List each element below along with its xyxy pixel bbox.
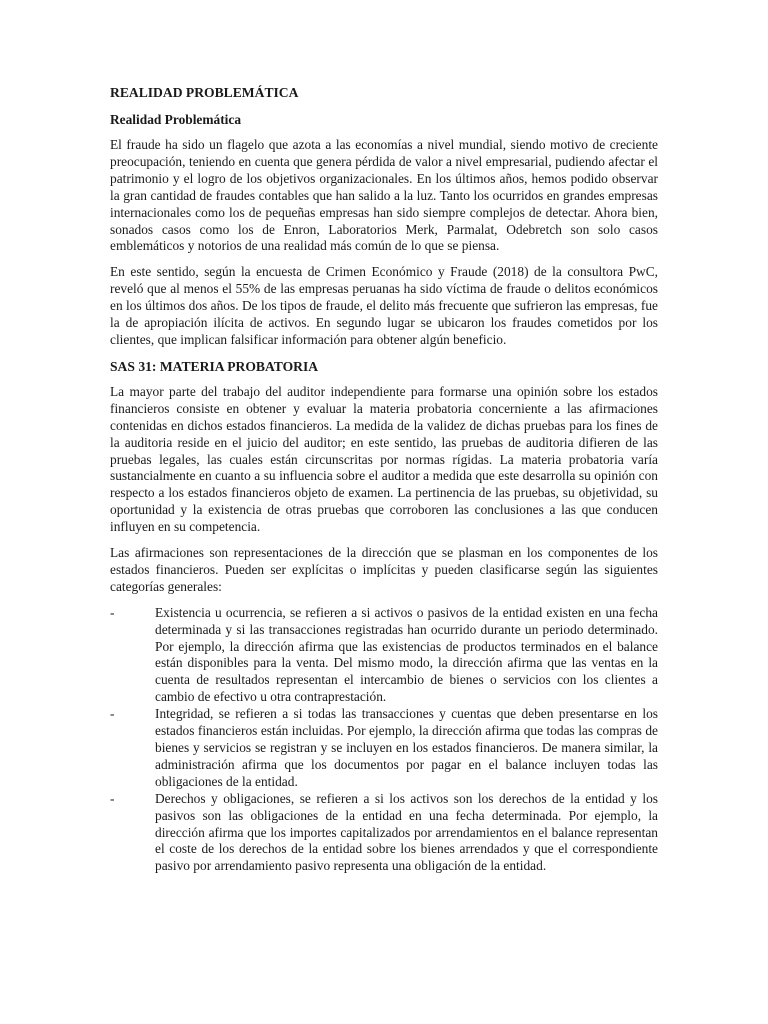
list-item-text: Derechos y obligaciones, se refieren a si los activos son los derechos de la entidad y los pasivos son las obligaciones de la entidad en una fecha determinada. Por ejemplo, la dirección afirma que los importes capitalizados por arrendamientos en el balance representan el coste de los derechos de la entidad sobre los bienes arrendados y que el correspondiente pasivo por arrendamiento pasivo representa una obligación de la entidad. [155,790,658,874]
list-item-text: Integridad, se refieren a si todas las transacciones y cuentas que deben presentarse en los estados financieros están incluidas. Por ejemplo, la dirección afirma que todas las compras de bienes y servicios se registran y se incluyen en los estados financieros. De manera similar, la administración afirma que los documentos por pagar en el balance incluyen todas las obligaciones de la entidad. [155,706,658,789]
section-paragraph: Las afirmaciones son representaciones de la dirección que se plasman en los componentes de los estados financieros. Pueden ser explícitas o implícitas y pueden clasificarse según las siguientes categorías generales: [110,545,658,594]
bullet-marker: - [110,604,115,620]
assertions-list [110,605,658,876]
intro-paragraph: En este sentido, según la encuesta de Crimen Económico y Fraude (2018) de la consultora PwC, reveló que al menos el 55% de las empresas peruanas ha sido víctima de fraude o delitos económicos en los últimos dos años. De los tipos de fraude, el delito más frecuente que sufrieron las empresas, fue la de apropiación ilícita de activos. En segundo lugar se ubicaron los fraudes cometidos por los clientes, que implican falsificar información para obtener algún beneficio. [110,264,658,347]
bullet-marker: - [110,706,115,722]
list-item [110,706,658,791]
section-heading: SAS 31: MATERIA PROBATORIA [110,358,319,374]
document-page [110,84,658,875]
document-subtitle: Realidad Problemática [110,112,242,127]
section-paragraph: La mayor parte del trabajo del auditor independiente para formarse una opinión sobre los estados financieros consiste en obtener y evaluar la materia probatoria concerniente a las afirmaciones contenidas en dichos estados financieros. La medida de la validez de dichas pruebas para los fines de la auditoria reside en el juicio del auditor; en este sentido, las pruebas de auditoria difieren de las pruebas legales, las cuales están circunscritas por normas rígidas. La materia probatoria varía sustancialmente en cuanto a su influencia sobre el auditor a medida que este desarrolla su opinión con respecto a los estados financieros objeto de examen. La pertinencia de las pruebas, su objetividad, su oportunidad y la existencia de otras pruebas que corroboren las conclusiones a las que conducen influyen en su competencia. [110,383,658,535]
intro-paragraph: El fraude ha sido un flagelo que azota a las economías a nivel mundial, siendo motivo de creciente preocupación, teniendo en cuenta que genera pérdida de valor a nivel empresarial, pudiendo afectar el patrimonio y el logro de los objetivos organizacionales. En los últimos años, hemos podido observar la gran cantidad de fraudes contables que han salido a la luz. Tanto los ocurridos en grandes empresas internacionales como los de pequeñas empresas han sido siempre complejos de detectar. Ahora bien, sonados casos como los de Enron, Laboratorios Merk, Parmalat, Odebretch son solo casos emblemáticos y notorios de una realidad más común de lo que se piensa. [110,137,658,254]
bullet-marker: - [110,790,115,806]
list-item [110,791,658,876]
document-title: REALIDAD PROBLEMÁTICA [110,85,299,100]
list-item [110,605,658,706]
list-item-text: Existencia u ocurrencia, se refieren a si activos o pasivos de la entidad existen en una fecha determinada y si las transacciones registradas han ocurrido durante un periodo determinado. Por ejemplo, la dirección afirma que las existencias de productos terminados en el balance están disponibles para la venta. Del mismo modo, la dirección afirma que las ventas en la cuenta de resultados representan el intercambio de bienes o servicios con los clientes a cambio de efectivo u otra contraprestación. [155,604,658,705]
